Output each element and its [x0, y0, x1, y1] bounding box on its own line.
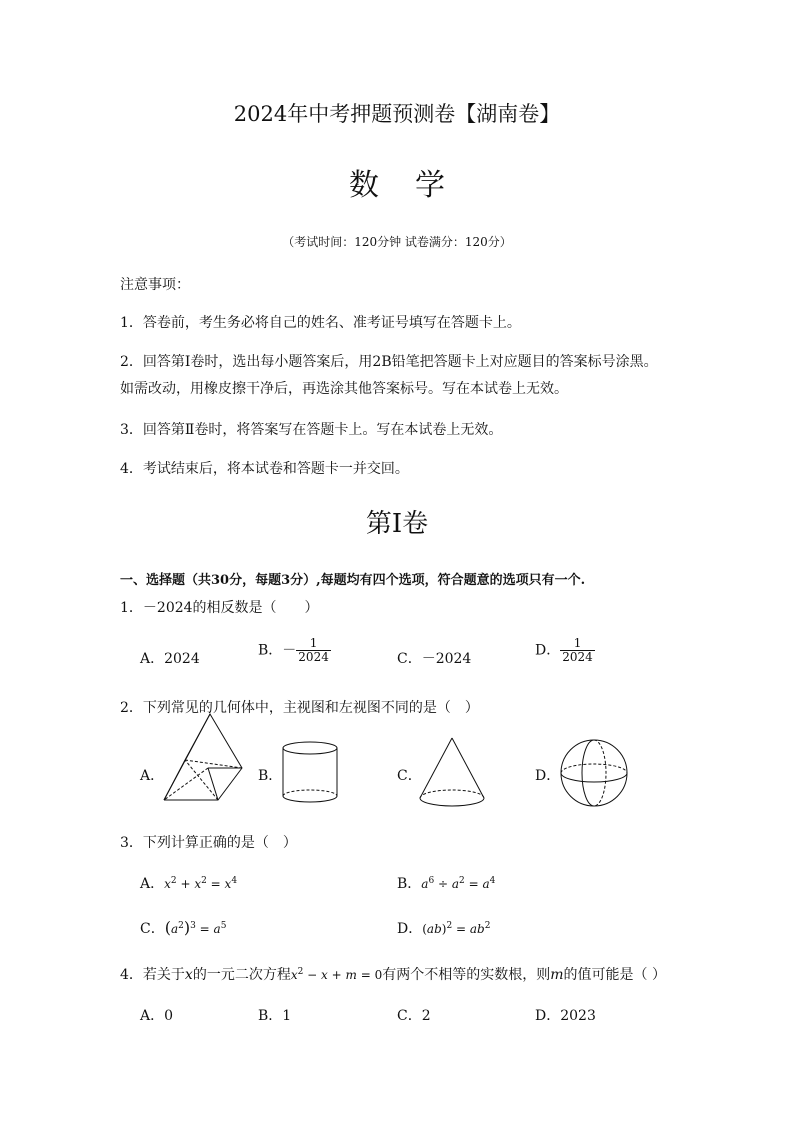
exam-title: 2024年中考押题预测卷【湖南卷】 — [233, 102, 561, 126]
q1-option-d-fraction — [560, 637, 595, 664]
q3-option-a-formula: $x^2 + x^2 = x^4$ — [164, 876, 238, 891]
part-heading-rest: ,每题均有四个选项，符合题意的选项只有一个. — [316, 573, 586, 588]
q3-option-b — [397, 873, 495, 893]
cone-figure — [418, 736, 488, 810]
q1-d-numerator: 1 — [573, 636, 582, 650]
q4-option-a: A．0 — [140, 1008, 174, 1024]
q3-option-a-label: A． — [140, 876, 165, 892]
q1-option-d — [535, 637, 595, 664]
part-heading-bold: 一、选择题（共30分，每题3分） — [120, 573, 317, 588]
section-title: 第Ⅰ卷 — [365, 509, 429, 539]
q3-stem: 3．下列计算正确的是（ ） — [120, 835, 297, 851]
q2-option-a-label: A． — [140, 768, 165, 784]
q4-option-d: D．2023 — [535, 1008, 596, 1024]
q2-option-c-label: C． — [397, 768, 422, 784]
subject-char-2: 学 — [415, 168, 445, 203]
q4-stem — [120, 964, 666, 984]
note-item-4: 4．考试结束后，将本试卷和答题卡一并交回。 — [120, 461, 409, 477]
triangular-prism-figure — [160, 712, 245, 804]
q2-stem: 2．下列常见的几何体中，主视图和左视图不同的是（ ） — [120, 700, 479, 716]
note-item-3: 3．回答第Ⅱ卷时，将答案写在答题卡上。写在本试卷上无效。 — [120, 422, 503, 438]
q4-equation: $x^2 - x + m = 0$ — [290, 967, 383, 982]
subject-title — [0, 160, 794, 204]
q1-d-denominator: 2024 — [562, 650, 593, 664]
q1-stem: 1．－2024的相反数是（ ） — [120, 600, 319, 616]
q3-option-b-formula: $a^6 \div a^2 = a^4$ — [421, 876, 496, 891]
q1-b-numerator: 1 — [309, 636, 318, 650]
q4-option-c: C．2 — [397, 1008, 431, 1024]
exam-info: （考试时间：120分钟 试卷满分：120分） — [282, 235, 512, 249]
q2-option-b-label: B． — [258, 768, 283, 784]
q1-option-d-label: D． — [535, 642, 561, 659]
q2-option-d-label: D． — [535, 768, 561, 784]
q4-stem-mid: 的一元二次方程 — [192, 967, 291, 983]
q3-option-c — [140, 918, 226, 938]
q4-option-b: B．1 — [258, 1008, 292, 1024]
sphere-figure — [559, 738, 629, 808]
q4-stem-pre: 4．若关于 — [120, 967, 185, 983]
q1-option-b — [258, 637, 331, 664]
note-item-2-cont: 如需改动，用橡皮擦干净后，再选涂其他答案标号。写在本试卷上无效。 — [120, 381, 568, 397]
q3-option-d-label: D． — [397, 921, 423, 937]
part-heading — [120, 569, 585, 588]
q4-stem-post: 有两个不相等的实数根，则 — [382, 967, 551, 983]
q3-option-c-label: C． — [140, 921, 165, 937]
q3-option-b-label: B． — [397, 876, 422, 892]
cylinder-figure — [280, 740, 340, 806]
q4-variable-m: m — [550, 967, 564, 983]
q3-option-a — [140, 873, 237, 893]
q3-option-c-formula: $(a^2)^3 = a^5$ — [164, 918, 227, 937]
q1-option-b-label: B．－ — [258, 642, 297, 659]
q1-option-b-fraction — [296, 637, 331, 664]
q1-option-c: C．－2024 — [397, 651, 472, 667]
notes-heading: 注意事项： — [120, 277, 190, 293]
subject-char-1: 数 — [349, 168, 379, 203]
q4-variable-x: x — [184, 967, 193, 983]
note-item-2: 2．回答第Ⅰ卷时，选出每小题答案后，用2B铅笔把答题卡上对应题目的答案标号涂黑。 — [120, 354, 658, 370]
note-item-1: 1．答卷前，考生务必将自己的姓名、准考证号填写在答题卡上。 — [120, 315, 521, 331]
q4-stem-end: 的值可能是（ ） — [563, 967, 666, 983]
q1-option-a: A．2024 — [140, 651, 200, 667]
q1-b-denominator: 2024 — [298, 650, 329, 664]
q3-option-d-formula: $(ab)^2 = ab^2$ — [422, 921, 491, 936]
q3-option-d — [397, 918, 490, 938]
